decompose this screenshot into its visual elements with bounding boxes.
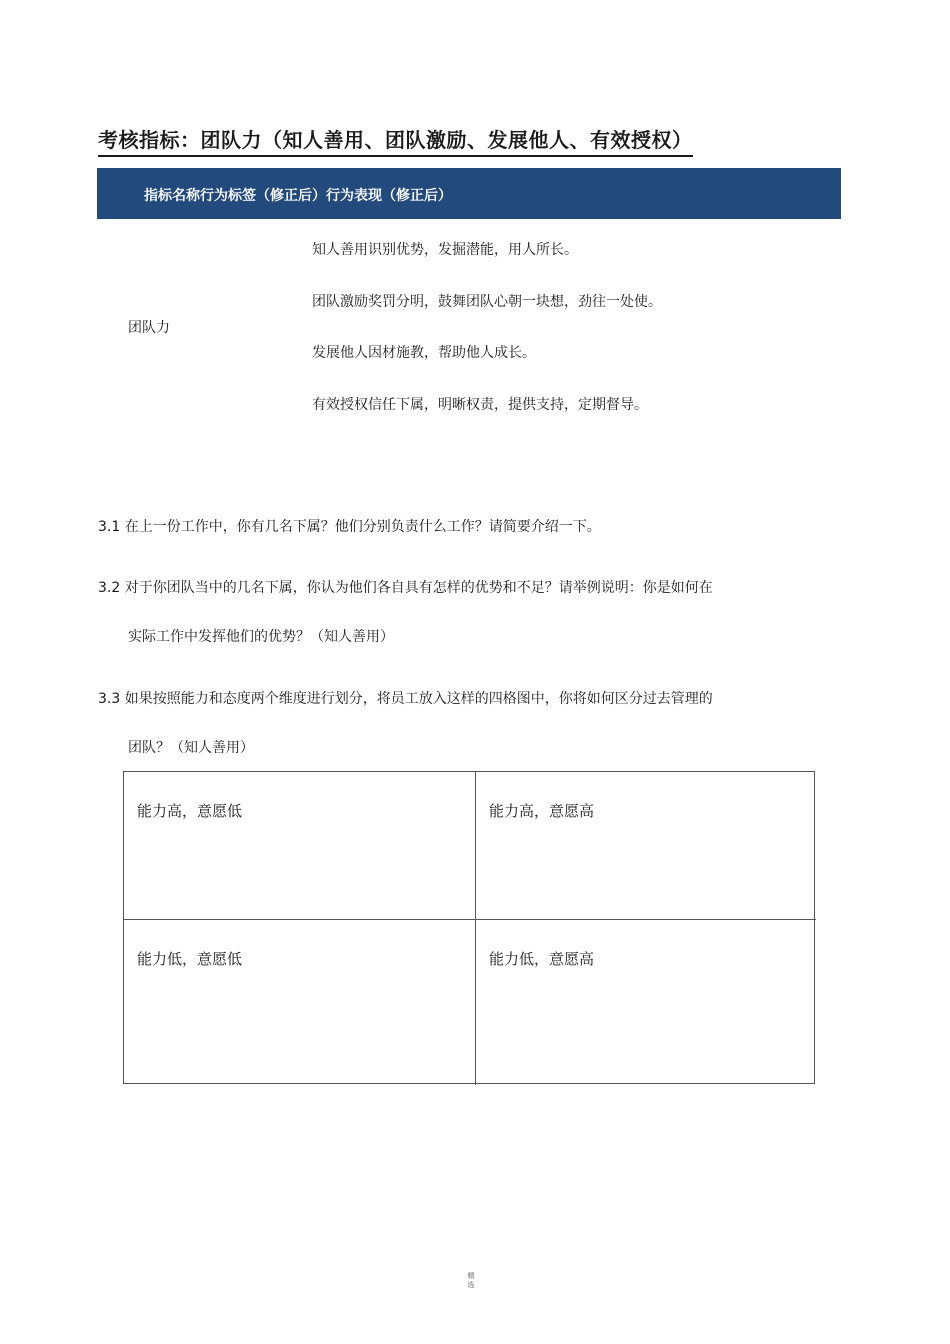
- question-3-2: 3.2 对于你团队当中的几名下属，你认为他们各自具有怎样的优势和不足？请举例说明：你是如何在: [98, 580, 713, 596]
- quadrant-bottom-left: [124, 920, 476, 1085]
- behavior-item: 知人善用识别优势，发掘潜能，用人所长。: [312, 242, 578, 258]
- indicator-category: 团队力: [128, 320, 170, 336]
- footer-line: 选: [467, 1281, 475, 1289]
- page-title: 考核指标：团队力（知人善用、团队激励、发展他人、有效授权）: [98, 124, 693, 157]
- quadrant-top-left: [124, 772, 476, 920]
- quadrant-bottom-right: [476, 920, 816, 1085]
- behavior-item: 发展他人因材施教，帮助他人成长。: [312, 345, 536, 361]
- quadrant-grid: [123, 771, 815, 1084]
- question-3-1: 3.1 在上一份工作中，你有几名下属？他们分别负责什么工作？请简要介绍一下。: [98, 519, 601, 535]
- table-header-text: 指标名称行为标签（修正后）行为表现（修正后）: [144, 188, 452, 204]
- quadrant-label: 能力低，意愿低: [137, 950, 243, 968]
- question-3-2-continued: 实际工作中发挥他们的优势？（知人善用）: [128, 629, 394, 645]
- page-footer: [466, 1272, 476, 1290]
- question-3-3: 3.3 如果按照能力和态度两个维度进行划分，将员工放入这样的四格图中，你将如何区分过去管理的: [98, 691, 713, 707]
- quadrant-label: 能力高，意愿高: [489, 802, 595, 820]
- quadrant-label: 能力低，意愿高: [489, 950, 595, 968]
- footer-line: 精: [467, 1272, 475, 1280]
- question-3-3-continued: 团队？（知人善用）: [128, 740, 254, 756]
- quadrant-top-right: [476, 772, 816, 920]
- quadrant-label: 能力高，意愿低: [137, 802, 243, 820]
- behavior-item: 有效授权信任下属，明晰权责，提供支持，定期督导。: [312, 397, 648, 413]
- behavior-item: 团队激励奖罚分明，鼓舞团队心朝一块想，劲往一处使。: [312, 294, 662, 310]
